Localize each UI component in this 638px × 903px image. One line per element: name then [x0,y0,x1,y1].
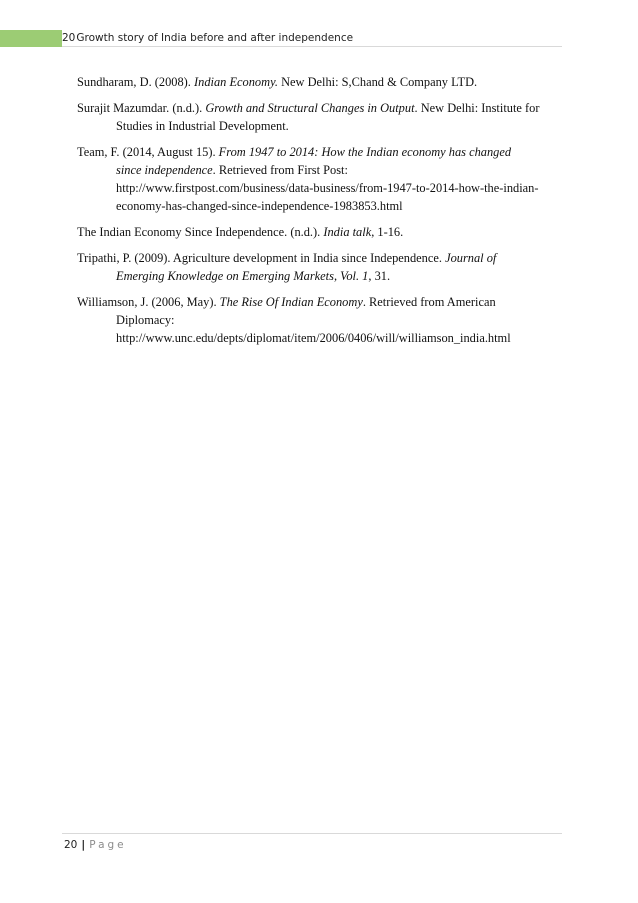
reference-segment: New Delhi: S,Chand & Company LTD. [277,75,478,89]
reference-segment: The Indian Economy Since Independence. (n.d.). [77,225,324,239]
reference-italic-segment: The Rise Of Indian Economy [219,295,363,309]
footer-rule [62,833,562,834]
header-title: Growth story of India before and after independence [76,32,354,44]
reference-segment: http://www.unc.edu/depts/diplomat/item/2006/0406/will/williamson_india.html [116,331,511,345]
reference-entry [77,143,562,215]
reference-line [77,179,562,197]
reference-italic-segment: Growth and Structural Changes in Output [205,101,415,115]
reference-segment: Studies in Industrial Development. [116,119,289,133]
reference-entry [77,73,562,91]
reference-line [77,197,562,215]
running-header [62,31,353,46]
page-footer [64,838,127,852]
reference-list [77,73,562,355]
reference-entry [77,293,562,347]
reference-italic-segment: since independence [116,163,213,177]
header-rule [62,46,562,47]
footer-page-label: Page [89,839,127,851]
footer-separator: | [81,839,86,851]
reference-italic-segment: From 1947 to 2014: How the Indian economy has changed [218,145,512,159]
header-page-number: 20 [62,32,76,44]
reference-segment: . New Delhi: Institute for [414,101,540,115]
reference-segment: . Retrieved from American [362,295,496,309]
reference-line [77,249,562,267]
reference-line [77,161,562,179]
reference-segment: economy-has-changed-since-independence-1983853.html [116,199,403,213]
reference-segment: Team, F. (2014, August 15). [77,145,219,159]
reference-line [77,267,562,285]
reference-segment: , 31. [368,269,391,283]
header-accent-bar [0,30,62,47]
reference-line [77,293,562,311]
reference-entry [77,223,562,241]
reference-line [77,223,562,241]
reference-segment: , 1-16. [371,225,404,239]
reference-segment: http://www.firstpost.com/business/data-business/from-1947-to-2014-how-the-indian- [116,181,539,195]
reference-segment: Diplomacy: [116,313,175,327]
reference-line [77,143,562,161]
reference-segment: . Retrieved from First Post: [212,163,348,177]
reference-entry [77,99,562,135]
reference-italic-segment: India talk [323,225,372,239]
reference-line [77,99,562,117]
reference-entry [77,249,562,285]
reference-segment: Tripathi, P. (2009). Agriculture development in India since Independence. [77,251,446,265]
reference-segment: Surajit Mazumdar. (n.d.). [77,101,206,115]
reference-line [77,311,562,329]
reference-italic-segment: Emerging Knowledge on Emerging Markets, Vol. 1 [116,269,369,283]
reference-italic-segment: Indian Economy. [194,75,278,89]
reference-segment: Sundharam, D. (2008). [77,75,195,89]
reference-line [77,73,562,91]
reference-italic-segment: Journal of [445,251,497,265]
reference-segment: Williamson, J. (2006, May). [77,295,220,309]
reference-line [77,117,562,135]
footer-page-number: 20 [64,839,78,851]
reference-line [77,329,562,347]
